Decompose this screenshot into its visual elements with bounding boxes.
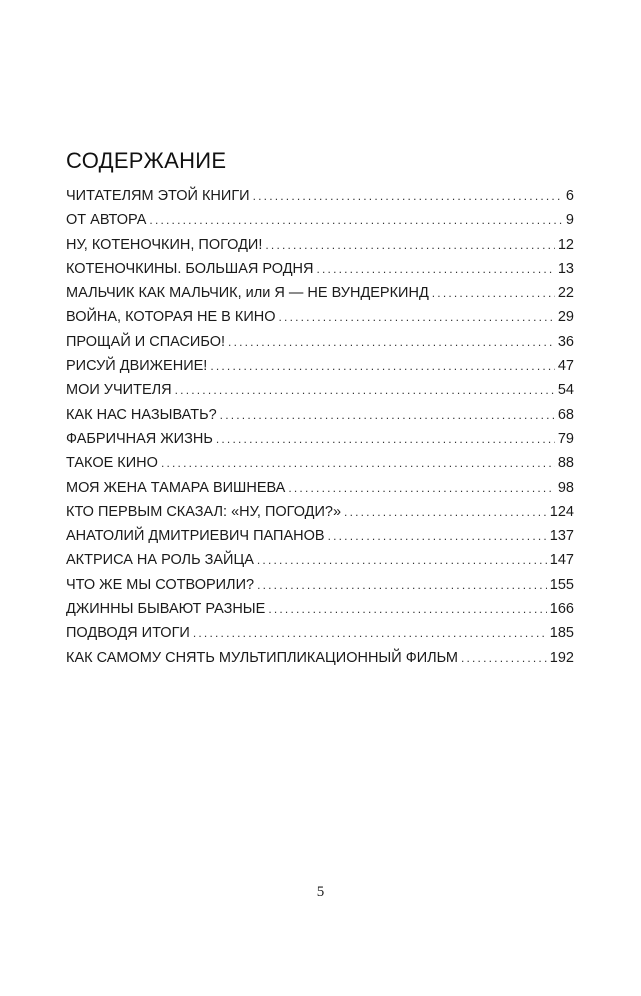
toc-leader-dots: [253, 189, 563, 203]
toc-entry-title: АКТРИСА НА РОЛЬ ЗАЙЦА: [66, 552, 254, 569]
toc-entry[interactable]: [66, 552, 574, 576]
toc-entry[interactable]: [66, 577, 574, 601]
toc-leader-dots: [257, 553, 547, 567]
toc-entry[interactable]: [66, 382, 574, 406]
toc-leader-dots: [175, 383, 555, 397]
toc-entry-page: 22: [557, 285, 574, 302]
toc-list: [66, 188, 574, 674]
toc-title: СОДЕРЖАНИЕ: [66, 148, 227, 173]
toc-entry-title: АНАТОЛИЙ ДМИТРИЕВИЧ ПАПАНОВ: [66, 528, 325, 545]
toc-entry-page: 68: [557, 406, 574, 423]
toc-entry-page: 29: [557, 309, 574, 326]
toc-entry[interactable]: [66, 625, 574, 649]
toc-leader-dots: [220, 408, 555, 422]
toc-entry[interactable]: [66, 407, 574, 431]
toc-entry-page: 79: [557, 430, 574, 447]
toc-entry[interactable]: [66, 480, 574, 504]
toc-entry-page: 13: [557, 260, 574, 277]
toc-entry-page: 98: [557, 479, 574, 496]
toc-entry-title: ОТ АВТОРА: [66, 212, 147, 229]
toc-leader-dots: [432, 286, 555, 300]
toc-leader-dots: [461, 651, 547, 665]
toc-leader-dots: [268, 602, 546, 616]
toc-entry-page: 12: [557, 236, 574, 253]
toc-entry-page: 192: [549, 649, 574, 666]
toc-entry-page: 147: [549, 552, 574, 569]
toc-entry-page: 166: [549, 601, 574, 618]
toc-entry-page: 137: [549, 528, 574, 545]
toc-entry[interactable]: [66, 358, 574, 382]
toc-entry-title: КАК САМОМУ СНЯТЬ МУЛЬТИПЛИКАЦИОННЫЙ ФИЛЬМ: [66, 649, 458, 666]
toc-entry-page: 54: [557, 382, 574, 399]
toc-leader-dots: [193, 626, 547, 640]
page-number: 5: [316, 884, 325, 900]
toc-entry-page: 88: [557, 455, 574, 472]
toc-entry-title: НУ, КОТЕНОЧКИН, ПОГОДИ!: [66, 236, 263, 253]
toc-leader-dots: [279, 310, 555, 324]
toc-entry-page: 155: [549, 576, 574, 593]
toc-entry-title: МАЛЬЧИК КАК МАЛЬЧИК, или Я — НЕ ВУНДЕРКИНД: [66, 285, 429, 302]
toc-leader-dots: [328, 529, 547, 543]
toc-entry-title: ЧТО ЖЕ МЫ СОТВОРИЛИ?: [66, 576, 255, 593]
toc-entry-page: 9: [565, 212, 574, 229]
toc-entry-page: 36: [557, 333, 574, 350]
toc-entry-title: КАК НАС НАЗЫВАТЬ?: [66, 406, 217, 423]
toc-leader-dots: [161, 456, 555, 470]
toc-entry[interactable]: [66, 650, 574, 674]
toc-leader-dots: [210, 359, 555, 373]
toc-entry-title: КОТЕНОЧКИНЫ. БОЛЬШАЯ РОДНЯ: [66, 260, 314, 277]
toc-leader-dots: [257, 578, 547, 592]
toc-entry-page: 185: [549, 625, 574, 642]
toc-entry[interactable]: [66, 285, 574, 309]
toc-leader-dots: [228, 335, 555, 349]
toc-leader-dots: [216, 432, 555, 446]
toc-entry-title: ВОЙНА, КОТОРАЯ НЕ В КИНО: [66, 309, 276, 326]
toc-entry-page: 6: [565, 188, 574, 204]
toc-entry-title: ЧИТАТЕЛЯМ ЭТОЙ КНИГИ: [66, 188, 250, 204]
toc-entry-title: ПРОЩАЙ И СПАСИБО!: [66, 333, 226, 350]
toc-entry[interactable]: [66, 601, 574, 625]
toc-leader-dots: [316, 262, 554, 276]
toc-entry-title: МОИ УЧИТЕЛЯ: [66, 382, 172, 399]
toc-entry-title: ФАБРИЧНАЯ ЖИЗНЬ: [66, 430, 213, 447]
toc-entry-title: РИСУЙ ДВИЖЕНИЕ!: [66, 358, 208, 375]
toc-leader-dots: [149, 213, 563, 227]
toc-entry[interactable]: [66, 455, 574, 479]
toc-entry-title: ТАКОЕ КИНО: [66, 455, 158, 472]
toc-entry[interactable]: [66, 261, 574, 285]
toc-entry[interactable]: [66, 237, 574, 261]
toc-entry[interactable]: [66, 188, 574, 212]
toc-entry-title: ПОДВОДЯ ИТОГИ: [66, 625, 190, 642]
toc-entry-title: ДЖИННЫ БЫВАЮТ РАЗНЫЕ: [66, 601, 266, 618]
toc-leader-dots: [288, 481, 555, 495]
toc-entry[interactable]: [66, 212, 574, 236]
toc-leader-dots: [344, 505, 547, 519]
toc-entry[interactable]: [66, 504, 574, 528]
toc-entry-title: МОЯ ЖЕНА ТАМАРА ВИШНЕВА: [66, 479, 286, 496]
toc-entry[interactable]: [66, 528, 574, 552]
toc-entry[interactable]: [66, 431, 574, 455]
toc-entry-page: 124: [549, 503, 574, 520]
toc-entry-title: КТО ПЕРВЫМ СКАЗАЛ: «НУ, ПОГОДИ?»: [66, 503, 342, 520]
toc-entry[interactable]: [66, 334, 574, 358]
toc-entry[interactable]: [66, 309, 574, 333]
toc-entry-page: 47: [557, 358, 574, 375]
toc-leader-dots: [265, 238, 554, 252]
